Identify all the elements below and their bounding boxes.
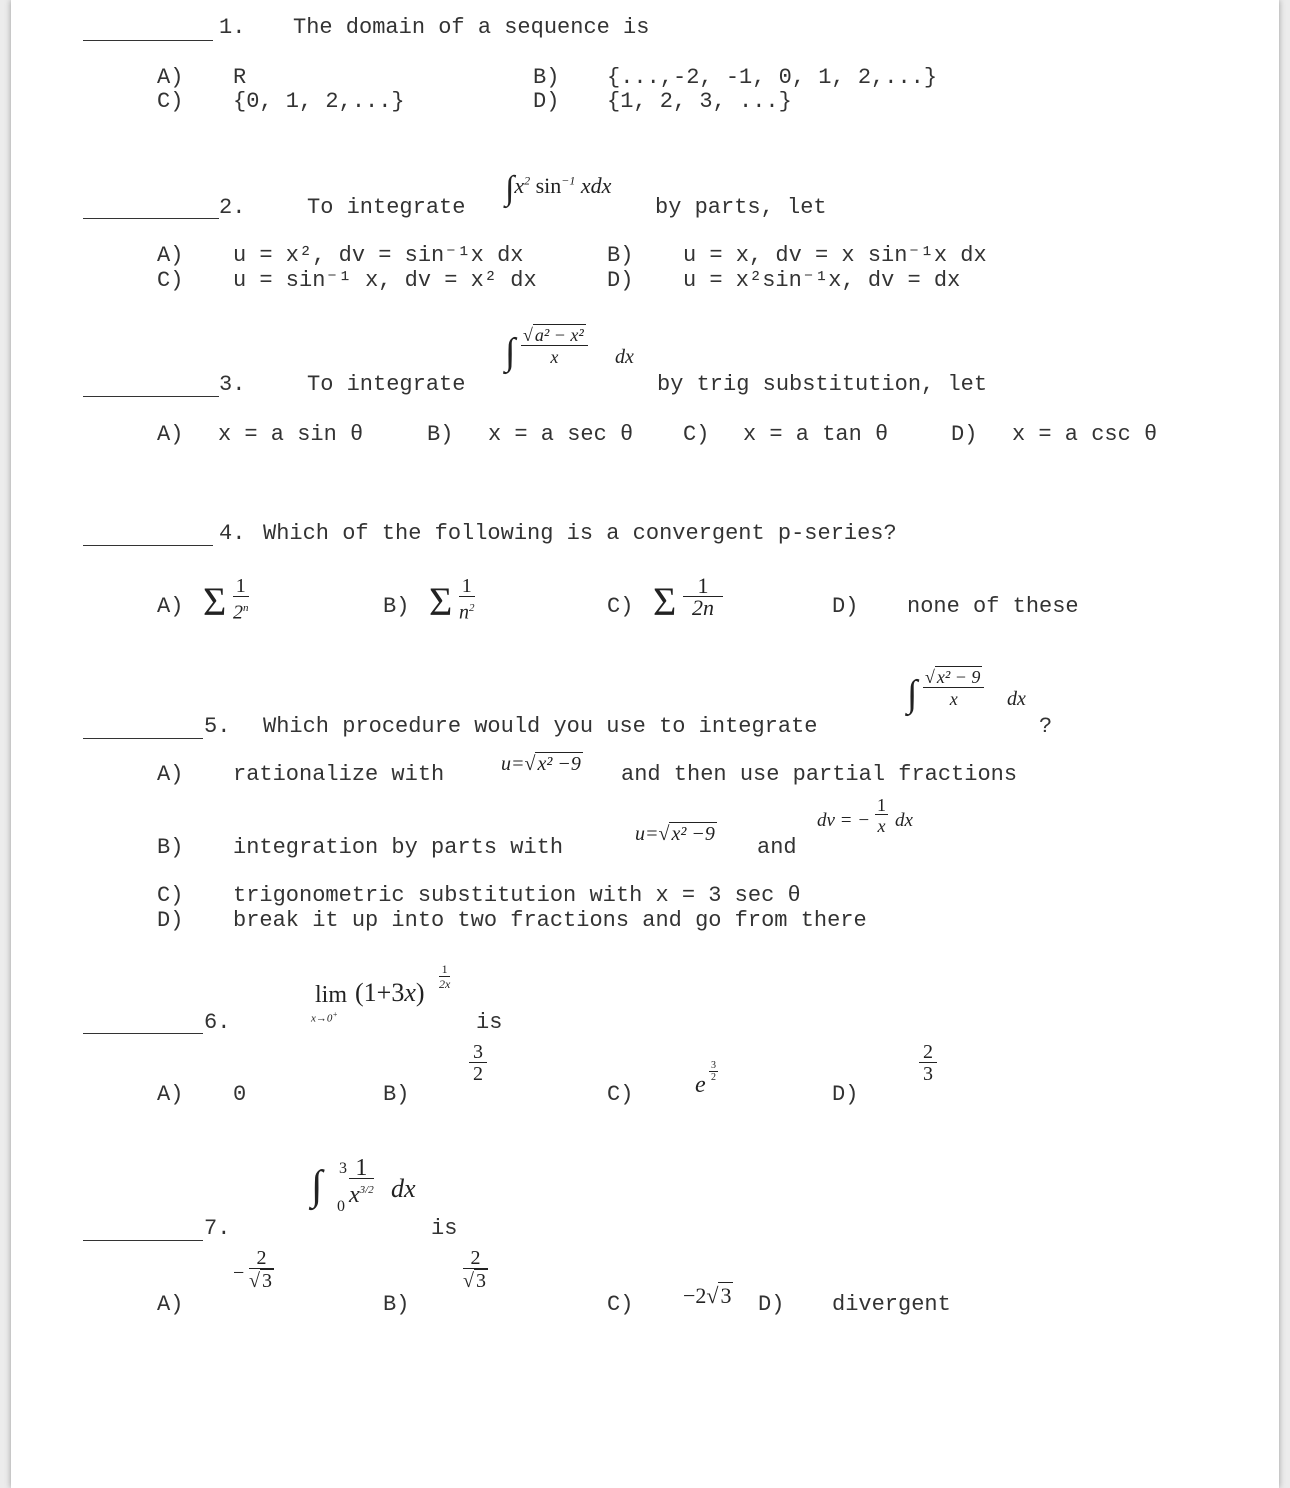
option-text: {0, 1, 2,...} [233,89,405,114]
option-text-end: and then use partial fractions [621,762,1018,787]
integral-expression: $\int x^2$ $\sin^{-1}$ xdx [505,170,612,207]
option-text: u = sin⁻¹ x, dv = x² dx [233,268,537,293]
question-prompt-start: To integrate [307,195,466,220]
option-math: 3 2 [469,1042,487,1085]
option-label: C) [157,268,184,293]
option-math: e 3 2 [695,1060,716,1098]
option-text: u = x², dv = sin⁻¹x dx [233,243,524,268]
worksheet-page [11,0,1279,1488]
option-text: x = a sec θ [488,422,634,447]
option-text: R [233,65,247,90]
question-number: 3. [219,372,246,397]
option-math: − 2 √ 3 [233,1247,272,1292]
answer-blank[interactable] [83,738,203,739]
option-label: C) [157,883,184,908]
question-prompt-end: by trig substitution, let [657,372,988,397]
answer-blank[interactable] [83,396,219,397]
option-text: x = a sin θ [218,422,364,447]
option-math: 2 3 [919,1042,937,1085]
option-text-end: and [757,835,797,860]
question-number: 4. [219,521,246,546]
answer-blank[interactable] [83,1240,203,1241]
option-math-a: Σ 1 2$^n$ [203,575,249,624]
option-label: D) [157,908,184,933]
answer-blank[interactable] [83,218,219,219]
option-label: B) [533,65,560,90]
option-text: x = a tan θ [743,422,889,447]
limit-expression: lim x→0+ (1+3x) 1 2x [311,962,451,1025]
option-text: {...,-2, -1, 0, 1, 2,...} [607,65,938,90]
option-text: x = a csc θ [1012,422,1158,447]
option-label: A) [157,1082,184,1107]
option-text: u = x²sin⁻¹x, dv = dx [683,268,961,293]
option-text: none of these [907,594,1079,619]
integral-expression: ∫ √ x² − 9 x dx [907,667,1026,715]
option-label: D) [951,422,978,447]
option-math-b: Σ 1 $n^2$ [429,575,475,624]
option-label: B) [383,594,410,619]
option-math-end: dv = − 1 x dx [817,795,913,836]
integral-expression: ∫ 3 0 1 $x^{3/2}$ dx [311,1155,416,1215]
option-label: B) [427,422,454,447]
option-label: C) [607,1082,634,1107]
question-number: 6. [204,1010,231,1035]
question-number: 1. [219,15,246,40]
option-label: B) [157,835,184,860]
option-label: A) [157,1292,184,1317]
question-prompt-end: by parts, let [655,195,827,220]
option-label: D) [832,594,859,619]
option-math: 2 √ 3 [463,1247,486,1292]
question-number: 5. [204,714,231,739]
option-label: B) [607,243,634,268]
option-label: D) [832,1082,859,1107]
option-label: C) [607,594,634,619]
question-prompt: The domain of a sequence is [293,15,650,40]
option-text: {1, 2, 3, ...} [607,89,792,114]
option-label: C) [683,422,710,447]
option-label: D) [607,268,634,293]
option-text: rationalize with [233,762,445,787]
option-text: divergent [832,1292,951,1317]
answer-blank[interactable] [83,545,213,546]
option-label: C) [157,89,184,114]
option-label: C) [607,1292,634,1317]
option-label: D) [758,1292,785,1317]
option-label: A) [157,762,184,787]
option-text: u = x, dv = x sin⁻¹x dx [683,243,987,268]
integral-expression: ∫ √ a² − x² x dx [505,325,634,373]
option-label: D) [533,89,560,114]
option-label: B) [383,1292,410,1317]
option-math: u=√ x² −9 [635,823,715,845]
option-text: break it up into two fractions and go from there [233,908,867,933]
question-number: 7. [204,1216,231,1241]
option-label: A) [157,243,184,268]
question-prompt-start: To integrate [307,372,466,397]
option-label: A) [157,594,184,619]
option-label: A) [157,422,184,447]
question-prompt-end: is [476,1010,503,1035]
answer-blank[interactable] [83,1033,203,1034]
option-text: trigonometric substitution with x = 3 sec θ [233,883,801,908]
option-text: 0 [233,1082,247,1107]
answer-blank[interactable] [83,40,213,41]
option-text: integration by parts with [233,835,564,860]
question-number: 2. [219,195,246,220]
option-math: u=√ x² −9 [501,753,581,775]
option-label: B) [383,1082,410,1107]
question-prompt: Which procedure would you use to integrate [263,714,818,739]
option-label: A) [157,65,184,90]
option-math-c: Σ 1 2n [653,574,743,634]
question-prompt-end: ? [1039,714,1053,739]
option-math: −2√3 [683,1283,732,1308]
question-prompt-end: is [431,1216,458,1241]
question-prompt: Which of the following is a convergent p-series? [263,521,897,546]
